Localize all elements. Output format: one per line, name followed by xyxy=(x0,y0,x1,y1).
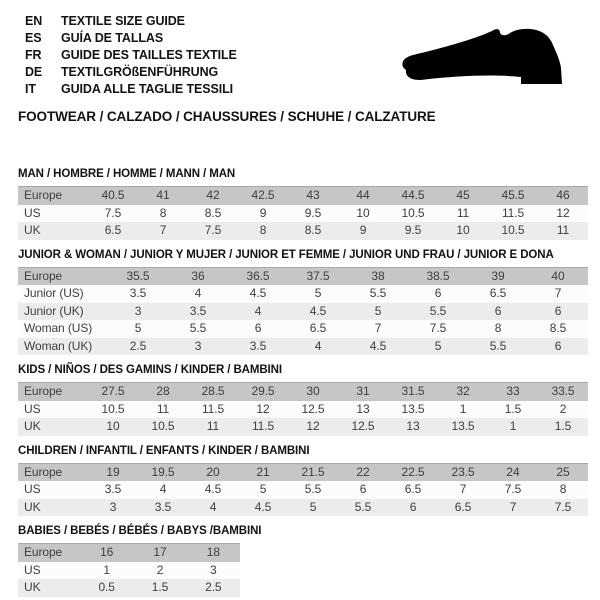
language-label: GUIDA ALLE TAGLIE TESSILI xyxy=(61,82,234,96)
row-label: UK xyxy=(24,419,41,433)
size-cell: 6 xyxy=(494,303,502,318)
size-section-babies xyxy=(18,525,588,597)
size-cell: 6.5 xyxy=(309,321,327,335)
size-cell: 39 xyxy=(491,268,505,283)
size-cell: 11 xyxy=(206,419,220,433)
size-cell: 31.5 xyxy=(401,384,425,398)
size-cell: 1 xyxy=(459,401,467,416)
language-label: TEXTILGRÖßENFÜHRUNG xyxy=(61,65,219,79)
size-cell: 35.5 xyxy=(126,268,150,283)
table-row-uk xyxy=(18,418,588,436)
table-row-uk xyxy=(18,222,588,240)
row-label: Europe xyxy=(24,188,63,202)
size-cell: 5.5 xyxy=(354,499,372,514)
row-label: US xyxy=(24,562,41,577)
size-cell: 33.5 xyxy=(551,384,575,398)
size-cell: 6.5 xyxy=(104,223,122,237)
size-cell: 5 xyxy=(314,286,322,300)
size-cell: 32 xyxy=(456,384,470,398)
row-label: UK xyxy=(24,499,41,514)
size-cell: 6 xyxy=(359,482,367,496)
size-cell: 9 xyxy=(359,223,367,237)
size-cell: 37.5 xyxy=(306,268,330,283)
size-cell: 38 xyxy=(371,268,385,283)
size-section-junior-woman xyxy=(18,249,588,356)
size-cell: 4.5 xyxy=(309,303,327,318)
size-cell: 3.5 xyxy=(249,338,267,353)
size-cell: 27.5 xyxy=(101,384,125,398)
table-row-us xyxy=(18,562,240,580)
size-cell: 1.5 xyxy=(504,401,522,416)
size-section-children xyxy=(18,445,588,517)
size-table-title-babies: BABIES / BEBÉS / BÉBÉS / BABYS /BAMBINI xyxy=(18,525,262,537)
size-cell: 22 xyxy=(356,464,370,479)
table-row-europe xyxy=(18,383,588,401)
size-cell: 3 xyxy=(134,303,142,318)
language-row-es xyxy=(25,30,237,47)
size-cell: 2 xyxy=(559,401,567,416)
size-cell: 16 xyxy=(100,545,114,559)
size-cell: 11 xyxy=(456,205,470,220)
row-label: US xyxy=(24,401,41,416)
size-cell: 7.5 xyxy=(104,205,122,220)
size-cell: 7.5 xyxy=(554,499,572,514)
size-cell: 13.5 xyxy=(401,401,425,416)
size-cell: 8 xyxy=(159,205,167,220)
row-label: Woman (UK) xyxy=(24,338,93,353)
size-cell: 6.5 xyxy=(454,499,472,514)
size-cell: 25 xyxy=(556,464,570,479)
size-table-kids xyxy=(18,382,588,436)
table-row-europe xyxy=(18,267,588,285)
size-cell: 3 xyxy=(210,562,217,577)
size-cell: 7.5 xyxy=(504,482,522,496)
size-cell: 7 xyxy=(509,499,517,514)
size-cell: 29.5 xyxy=(251,384,275,398)
language-row-it xyxy=(25,81,237,98)
size-table-title-children: CHILDREN / INFANTIL / ENFANTS / KINDER / BAMBINI xyxy=(18,444,310,457)
size-cell: 5.5 xyxy=(429,303,447,318)
size-cell: 18 xyxy=(206,545,220,559)
size-cell: 8 xyxy=(259,223,267,237)
size-table-title-man: MAN / HOMBRE / HOMME / MANN / MAN xyxy=(18,168,236,180)
language-code: DE xyxy=(25,65,43,79)
size-cell: 23.5 xyxy=(451,464,475,479)
size-cell: 6 xyxy=(254,321,262,335)
size-cell: 7.5 xyxy=(429,321,447,335)
size-cell: 19 xyxy=(106,464,120,479)
size-cell: 1 xyxy=(103,562,110,577)
size-cell: 7 xyxy=(159,223,167,237)
row-label: Europe xyxy=(24,384,63,398)
size-cell: 4 xyxy=(314,338,322,353)
language-code: IT xyxy=(25,82,36,96)
size-cell: 5.5 xyxy=(369,286,387,300)
table-row-woman-us xyxy=(18,320,588,338)
size-cell: 3.5 xyxy=(104,482,122,496)
size-table-babies xyxy=(18,543,240,597)
size-cell: 4.5 xyxy=(249,286,267,300)
size-cell: 5 xyxy=(309,499,317,514)
size-cell: 42 xyxy=(206,188,220,202)
size-cell: 4 xyxy=(194,286,202,300)
size-cell: 3.5 xyxy=(154,499,172,514)
table-row-us xyxy=(18,205,588,223)
size-cell: 4 xyxy=(159,482,167,496)
language-label: GUIDE DES TAILLES TEXTILE xyxy=(61,48,237,62)
size-cell: 11 xyxy=(156,401,170,416)
size-cell: 10.5 xyxy=(101,401,125,416)
size-cell: 12 xyxy=(556,205,570,220)
size-cell: 20 xyxy=(206,464,220,479)
size-tables xyxy=(18,168,588,597)
language-label: GUÍA DE TALLAS xyxy=(61,31,164,45)
size-cell: 10.5 xyxy=(501,223,525,237)
size-cell: 22.5 xyxy=(401,464,425,479)
size-cell: 7 xyxy=(374,321,382,335)
size-section-kids xyxy=(18,364,588,436)
row-label: Junior (UK) xyxy=(24,303,84,318)
size-cell: 28.5 xyxy=(201,384,225,398)
size-cell: 13 xyxy=(406,419,420,433)
size-cell: 10 xyxy=(106,419,120,433)
size-cell: 24 xyxy=(506,464,520,479)
size-cell: 30 xyxy=(306,384,320,398)
size-cell: 40 xyxy=(551,268,565,283)
size-cell: 4 xyxy=(254,303,262,318)
size-cell: 12.5 xyxy=(301,401,325,416)
size-cell: 5 xyxy=(374,303,382,318)
size-table-title-kids: KIDS / NIÑOS / DES GAMINS / KINDER / BAMBINI xyxy=(18,364,282,376)
row-label: Europe xyxy=(24,464,63,479)
language-row-fr xyxy=(25,47,237,64)
size-cell: 1.5 xyxy=(151,580,169,594)
table-row-uk xyxy=(18,499,588,517)
size-table-title-junior-woman: JUNIOR & WOMAN / JUNIOR Y MUJER / JUNIOR ET FEMME / JUNIOR UND FRAU / JUNIOR E DONA xyxy=(18,248,554,261)
size-cell: 31 xyxy=(356,384,370,398)
size-cell: 13 xyxy=(356,401,370,416)
size-cell: 42.5 xyxy=(251,188,275,202)
table-row-europe xyxy=(18,187,588,205)
row-label: US xyxy=(24,205,41,220)
language-row-de xyxy=(25,64,237,81)
size-cell: 44.5 xyxy=(401,188,425,202)
size-cell: 8 xyxy=(494,321,502,335)
size-cell: 12 xyxy=(306,419,320,433)
size-cell: 36 xyxy=(191,268,205,283)
size-cell: 4 xyxy=(209,499,217,514)
size-cell: 28 xyxy=(156,384,170,398)
size-cell: 11.5 xyxy=(201,401,225,416)
size-cell: 11.5 xyxy=(501,205,525,220)
size-cell: 9.5 xyxy=(404,223,422,237)
size-cell: 8.5 xyxy=(549,321,567,335)
size-cell: 2 xyxy=(156,562,164,577)
size-cell: 5 xyxy=(434,338,442,353)
size-cell: 45.5 xyxy=(501,188,525,202)
language-code: ES xyxy=(25,31,42,45)
table-row-europe xyxy=(18,544,240,562)
row-label: Europe xyxy=(24,545,63,559)
size-cell: 10 xyxy=(356,205,370,220)
size-cell: 7 xyxy=(459,482,467,496)
size-cell: 6 xyxy=(554,303,562,318)
size-cell: 44 xyxy=(356,188,370,202)
row-label: Woman (US) xyxy=(24,321,93,335)
table-row-us xyxy=(18,401,588,419)
table-row-europe xyxy=(18,463,588,481)
size-cell: 17 xyxy=(153,545,167,559)
size-cell: 5.5 xyxy=(189,321,207,335)
table-row-junior-us xyxy=(18,285,588,303)
size-cell: 3 xyxy=(109,499,117,514)
size-cell: 4.5 xyxy=(254,499,272,514)
size-table-man xyxy=(18,186,588,240)
size-cell: 45 xyxy=(456,188,470,202)
size-cell: 21 xyxy=(256,464,270,479)
size-cell: 5 xyxy=(259,482,267,496)
size-section-man xyxy=(18,168,588,240)
size-cell: 2.5 xyxy=(205,580,222,594)
language-code: FR xyxy=(25,48,42,62)
size-cell: 43 xyxy=(306,188,320,202)
size-cell: 4.5 xyxy=(204,482,222,496)
size-cell: 9 xyxy=(259,205,267,220)
size-cell: 10.5 xyxy=(151,419,175,433)
size-cell: 5 xyxy=(134,321,142,335)
size-cell: 11 xyxy=(556,223,570,237)
size-cell: 3.5 xyxy=(189,303,207,318)
size-cell: 10 xyxy=(456,223,470,237)
size-cell: 3.5 xyxy=(129,286,147,300)
size-cell: 38.5 xyxy=(426,268,450,283)
size-cell: 3 xyxy=(194,338,202,353)
size-table-children xyxy=(18,463,588,517)
row-label: Junior (US) xyxy=(24,286,84,300)
language-code: EN xyxy=(25,14,43,28)
size-cell: 5.5 xyxy=(304,482,322,496)
size-cell: 6.5 xyxy=(404,482,422,496)
size-cell: 1 xyxy=(509,419,517,433)
size-cell: 8.5 xyxy=(304,223,322,237)
size-cell: 13.5 xyxy=(451,419,475,433)
category-title: FOOTWEAR / CALZADO / CHAUSSURES / SCHUHE / CALZATURE xyxy=(18,109,436,124)
size-cell: 8.5 xyxy=(204,205,222,220)
size-cell: 1.5 xyxy=(554,419,572,433)
language-row-en xyxy=(25,13,237,30)
size-cell: 12 xyxy=(256,401,270,416)
size-cell: 6 xyxy=(434,286,442,300)
size-cell: 46 xyxy=(556,188,570,202)
size-table-junior-woman xyxy=(18,267,588,356)
size-cell: 41 xyxy=(156,188,170,202)
size-cell: 7 xyxy=(554,286,562,300)
row-label: UK xyxy=(24,223,41,237)
size-cell: 19.5 xyxy=(151,464,175,479)
size-cell: 10.5 xyxy=(401,205,425,220)
size-cell: 33 xyxy=(506,384,520,398)
size-cell: 0.5 xyxy=(98,580,115,594)
size-cell: 6 xyxy=(409,499,417,514)
size-cell: 12.5 xyxy=(351,419,375,433)
size-cell: 4.5 xyxy=(369,338,387,353)
language-list xyxy=(25,13,237,98)
size-cell: 6 xyxy=(554,338,562,353)
size-cell: 36.5 xyxy=(246,268,270,283)
size-cell: 9.5 xyxy=(304,205,322,220)
table-row-junior-uk xyxy=(18,303,588,321)
size-cell: 7.5 xyxy=(204,223,222,237)
size-cell: 21.5 xyxy=(301,464,325,479)
size-cell: 40.5 xyxy=(101,188,125,202)
table-row-uk xyxy=(18,579,240,597)
dress-shoe-icon xyxy=(398,28,572,90)
size-cell: 6.5 xyxy=(489,286,507,300)
size-cell: 11.5 xyxy=(251,419,275,433)
row-label: Europe xyxy=(24,268,63,283)
language-label: TEXTILE SIZE GUIDE xyxy=(61,14,185,28)
row-label: UK xyxy=(24,580,41,594)
table-row-woman-uk xyxy=(18,338,588,356)
table-row-us xyxy=(18,481,588,499)
size-cell: 5.5 xyxy=(489,338,507,353)
size-cell: 2.5 xyxy=(129,338,147,353)
size-cell: 8 xyxy=(559,482,567,496)
row-label: US xyxy=(24,482,41,496)
